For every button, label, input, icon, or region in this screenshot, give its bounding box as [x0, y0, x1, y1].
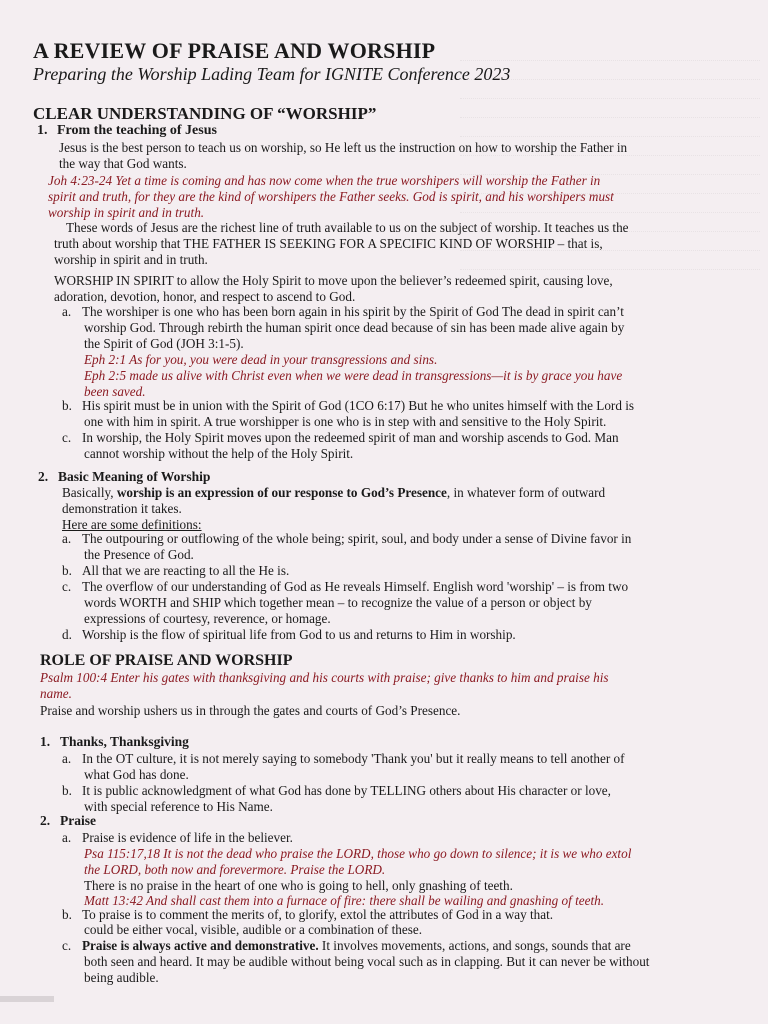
list-item-a	[62, 531, 631, 547]
list-text: Worship is the flow of spiritual life from God to us and returns to Him in worship.	[82, 627, 516, 642]
list-item-a	[62, 304, 624, 320]
scripture-psalm-115: Psa 115:17,18 It is not the dead who praise the LORD, those who go down to silence; it is we who extol	[84, 846, 632, 861]
list-text: All that we are reacting to all the He is.	[82, 563, 290, 578]
list-text-cont: worship God. Through rebirth the human spirit once dead because of sin has been made alive again by	[84, 320, 625, 335]
list-item-d	[62, 627, 516, 643]
list-text-cont: words WORTH and SHIP which together mean – to recognize the value of a person or object by	[84, 595, 592, 610]
list-marker: a.	[62, 304, 72, 319]
list-item-c	[62, 579, 628, 595]
paragraph-line: These words of Jesus are the richest line of truth available to us on the subject of worship. It teaches us the	[66, 220, 629, 235]
scripture-john-4: spirit and truth, for they are the kind of worshipers the Father seeks. God is spirit, and his worshipers must	[48, 189, 614, 204]
list-marker: a.	[62, 531, 72, 546]
list-text: The worshiper is one who has been born again in his spirit by the Spirit of God The dead in spirit can’t	[82, 304, 624, 319]
scripture-john-4: Joh 4:23-24 Yet a time is coming and has now come when the true worshipers will worship the Father in	[48, 173, 601, 188]
text-run: It involves movements, actions, and songs, sounds that are	[318, 938, 631, 953]
item-title: From the teaching of Jesus	[57, 123, 217, 138]
list-marker: c.	[62, 938, 72, 953]
list-text-cont: both seen and heard. It may be audible without being vocal such as in clapping. But it can never be without	[84, 954, 650, 969]
list-text: To praise is to comment the merits of, to glorify, extol the attributes of God in a way that.	[82, 907, 554, 922]
paragraph-line: WORSHIP IN SPIRIT to allow the Holy Spirit to move upon the believer’s redeemed spirit, causing love,	[54, 273, 613, 288]
scripture-eph-2-5: Eph 2:5 made us alive with Christ even when we were dead in transgressions—it is by grace you have	[84, 368, 623, 383]
scripture-psalm-100: Psalm 100:4 Enter his gates with thanksgiving and his courts with praise; give thanks to him and praise his	[40, 670, 609, 685]
paragraph-line	[62, 485, 605, 501]
scripture-eph-2-1: Eph 2:1 As for you, you were dead in your transgressions and sins.	[84, 352, 438, 367]
list-text-cont: could be either vocal, visible, audible or a combination of these.	[84, 922, 423, 937]
list-text-cont: with special reference to His Name.	[84, 799, 273, 814]
item-number: 2.	[38, 469, 49, 484]
list-text: In worship, the Holy Spirit moves upon the redeemed spirit of man and worship ascends to God. Man	[82, 430, 619, 445]
list-item-c	[62, 938, 631, 954]
list-text: It is public acknowledgment of what God has done by TELLING others about His character or love,	[82, 783, 611, 798]
definitions-label: Here are some definitions:	[62, 517, 202, 532]
list-item-b	[62, 783, 611, 799]
list-marker: b.	[62, 783, 72, 798]
text-run-bold: worship is an expression of our response to God’s Presence	[116, 485, 447, 500]
scripture-matthew-13: Matt 13:42 And shall cast them into a furnace of fire: there shall be wailing and gnashing of teeth.	[84, 893, 605, 908]
paragraph-line: truth about worship that THE FATHER IS SEEKING FOR A SPECIFIC KIND OF WORSHIP – that is,	[54, 236, 603, 251]
list-text-cont: the Presence of God.	[84, 547, 194, 562]
paragraph-line: adoration, devotion, honor, and respect to ascend to God.	[54, 289, 356, 304]
list-text: His spirit must be in union with the Spirit of God (1CO 6:17) But he who unites himself with the Lord is	[82, 398, 635, 413]
list-marker: a.	[62, 751, 72, 766]
document-title: A REVIEW OF PRAISE AND WORSHIP	[33, 38, 436, 63]
item-heading-teaching	[37, 123, 217, 139]
list-text-cont: expressions of courtesy, reverence, or homage.	[84, 611, 331, 626]
item-heading-basic-meaning	[38, 469, 210, 485]
list-marker: b.	[62, 398, 72, 413]
scripture-psalm-115: the LORD, both now and forevermore. Praise the LORD.	[84, 862, 386, 877]
list-text-cont: one with him in spirit. A true worshipper is one who is in step with and sensitive to the Holy Spirit.	[84, 414, 607, 429]
list-text-cont: cannot worship without the help of the Holy Spirit.	[84, 446, 354, 461]
list-item-a	[62, 751, 625, 767]
item-number: 1.	[37, 123, 48, 138]
list-item-c	[62, 430, 619, 446]
list-marker: b.	[62, 563, 72, 578]
item-title: Basic Meaning of Worship	[58, 469, 211, 484]
section-heading-worship: CLEAR UNDERSTANDING OF “WORSHIP”	[33, 104, 377, 123]
list-text-cont: being audible.	[84, 970, 159, 985]
list-text: The overflow of our understanding of God as He reveals Himself. English word 'worship' – is from two	[82, 579, 629, 594]
text-run-bold: Praise is always active and demonstrative.	[82, 938, 319, 953]
item-heading-praise	[40, 813, 96, 829]
list-item-b	[62, 563, 289, 579]
list-item-a	[62, 830, 293, 846]
document-subtitle: Preparing the Worship Lading Team for IGNITE Conference 2023	[33, 64, 511, 84]
item-number: 2.	[40, 813, 51, 828]
paragraph-line: worship in spirit and in truth.	[54, 252, 208, 267]
list-marker: d.	[62, 627, 72, 642]
list-marker: c.	[62, 579, 72, 594]
list-text-cont: the Spirit of God (JOH 3:1-5).	[84, 336, 244, 351]
item-number: 1.	[40, 734, 51, 749]
section-heading-role: ROLE OF PRAISE AND WORSHIP	[40, 652, 293, 669]
page-edge-mark	[0, 996, 54, 1002]
scripture-eph-2-5: been saved.	[84, 384, 146, 399]
scripture-psalm-100: name.	[40, 686, 72, 701]
list-marker: a.	[62, 830, 72, 845]
list-text: In the OT culture, it is not merely saying to somebody 'Thank you' but it really means to tell another of	[82, 751, 625, 766]
text-run: , in whatever form of outward	[446, 485, 606, 500]
list-marker: c.	[62, 430, 72, 445]
paragraph-line: the way that God wants.	[59, 156, 187, 171]
scripture-john-4: worship in spirit and in truth.	[48, 205, 205, 220]
paragraph-line: demonstration it takes.	[62, 501, 182, 516]
paragraph-line: There is no praise in the heart of one who is going to hell, only gnashing of teeth.	[84, 878, 513, 893]
list-text: The outpouring or outflowing of the whole being; spirit, soul, and body under a sense of Divine favor in	[82, 531, 632, 546]
item-heading-thanks	[40, 734, 189, 750]
list-text: Praise is evidence of life in the believer.	[82, 830, 293, 845]
list-marker: b.	[62, 907, 72, 922]
list-item-b	[62, 398, 634, 414]
item-title: Thanks, Thanksgiving	[60, 734, 189, 749]
list-text-cont: what God has done.	[84, 767, 189, 782]
paragraph-line: Jesus is the best person to teach us on worship, so He left us the instruction on how to worship the Father in	[59, 140, 628, 155]
item-title: Praise	[60, 813, 96, 828]
text-run: Basically,	[62, 485, 117, 500]
paragraph-line: Praise and worship ushers us in through the gates and courts of God’s Presence.	[40, 703, 461, 718]
list-item-b	[62, 907, 553, 923]
